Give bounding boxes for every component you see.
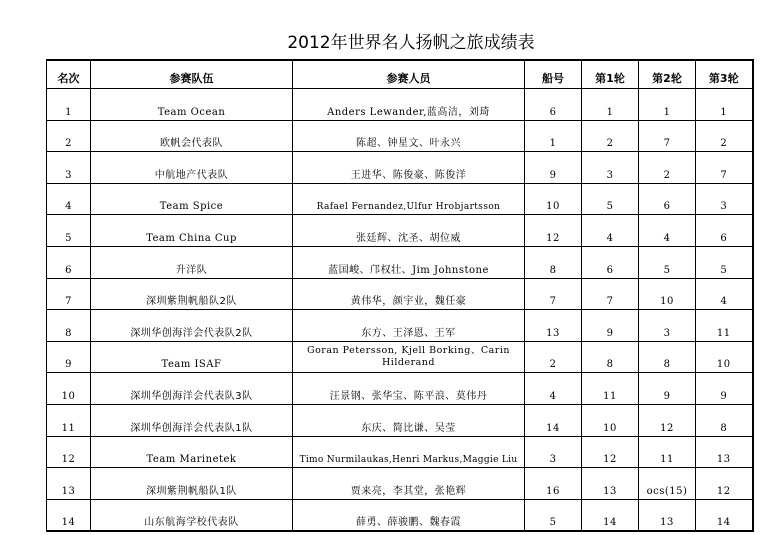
- table-row: [47, 120, 753, 152]
- cell-round1: 10: [582, 404, 639, 436]
- table-row: [47, 183, 753, 215]
- cell-round3: 12: [696, 468, 753, 500]
- cell-rank: 11: [47, 404, 91, 436]
- header-boat: 船号: [525, 60, 582, 89]
- cell-crew: Anders Lewander,蓝高洁，刘琦: [293, 89, 525, 121]
- cell-round2: 10: [639, 278, 696, 310]
- cell-crew: 贾来亮，李其堂，张艳辉: [293, 468, 525, 500]
- cell-team: Team Ocean: [91, 89, 293, 121]
- cell-crew: Goran Petersson, Kjell Borking、Carin Hilderand: [293, 341, 525, 373]
- cell-round3: 1: [696, 89, 753, 121]
- cell-crew: 蓝国峻、邝权壮、Jim Johnstone: [293, 246, 525, 278]
- cell-round3: 2: [696, 120, 753, 152]
- cell-round1: 2: [582, 120, 639, 152]
- cell-rank: 4: [47, 183, 91, 215]
- cell-crew: 东方、王泽恩、王军: [293, 310, 525, 342]
- cell-round2: 5: [639, 246, 696, 278]
- cell-round3: 7: [696, 152, 753, 184]
- cell-round3: 3: [696, 183, 753, 215]
- cell-crew: 东庆、简比谦、吴莹: [293, 404, 525, 436]
- cell-round3: 13: [696, 436, 753, 468]
- table-body: [47, 89, 753, 532]
- cell-rank: 9: [47, 341, 91, 373]
- cell-round3: 14: [696, 499, 753, 531]
- cell-boat: 6: [525, 89, 582, 121]
- cell-round1: 8: [582, 341, 639, 373]
- cell-round1: 1: [582, 89, 639, 121]
- cell-team: 深圳华创海洋会代表队1队: [91, 404, 293, 436]
- cell-boat: 16: [525, 468, 582, 500]
- cell-round1: 11: [582, 373, 639, 405]
- cell-boat: 8: [525, 246, 582, 278]
- header-row: [47, 60, 753, 89]
- cell-round2: 8: [639, 341, 696, 373]
- cell-boat: 5: [525, 499, 582, 531]
- cell-rank: 6: [47, 246, 91, 278]
- cell-team: Team ISAF: [91, 341, 293, 373]
- table-row: [47, 436, 753, 468]
- cell-crew: 汪景钢、张华宝、陈平浪、莫伟丹: [293, 373, 525, 405]
- cell-round2: 1: [639, 89, 696, 121]
- cell-round1: 5: [582, 183, 639, 215]
- cell-round1: 3: [582, 152, 639, 184]
- cell-team: 深圳华创海洋会代表队2队: [91, 310, 293, 342]
- cell-team: 升洋队: [91, 246, 293, 278]
- cell-boat: 2: [525, 341, 582, 373]
- cell-boat: 4: [525, 373, 582, 405]
- cell-rank: 14: [47, 499, 91, 531]
- header-round2: 第2轮: [639, 60, 696, 89]
- table-row: [47, 468, 753, 500]
- table-row: [47, 310, 753, 342]
- cell-round2: 9: [639, 373, 696, 405]
- cell-round1: 13: [582, 468, 639, 500]
- table-row: [47, 246, 753, 278]
- cell-crew: 黄伟华，颜宇业，魏任豪: [293, 278, 525, 310]
- cell-rank: 2: [47, 120, 91, 152]
- cell-boat: 9: [525, 152, 582, 184]
- cell-team: 深圳紫荆帆船队2队: [91, 278, 293, 310]
- results-table: [46, 59, 754, 532]
- table-row: [47, 215, 753, 247]
- cell-crew: 薛勇、薛骏鹏、魏春霞: [293, 499, 525, 531]
- cell-team: 欧帆会代表队: [91, 120, 293, 152]
- cell-rank: 10: [47, 373, 91, 405]
- cell-crew: 张廷辉、沈圣、胡位威: [293, 215, 525, 247]
- cell-crew: Timo Nurmilaukas,Henri Markus,Maggie Liu: [293, 436, 525, 468]
- cell-round3: 10: [696, 341, 753, 373]
- cell-crew: 陈超、钟星文、叶永兴: [293, 120, 525, 152]
- cell-boat: 7: [525, 278, 582, 310]
- cell-round2: 2: [639, 152, 696, 184]
- table-row: [47, 404, 753, 436]
- cell-round1: 4: [582, 215, 639, 247]
- document-title: 2012年世界名人扬帆之旅成绩表: [287, 33, 535, 53]
- cell-round3: 6: [696, 215, 753, 247]
- cell-rank: 7: [47, 278, 91, 310]
- table-row: [47, 341, 753, 373]
- cell-round3: 4: [696, 278, 753, 310]
- header-round3: 第3轮: [696, 60, 753, 89]
- cell-rank: 1: [47, 89, 91, 121]
- cell-round2: 11: [639, 436, 696, 468]
- cell-boat: 10: [525, 183, 582, 215]
- cell-rank: 13: [47, 468, 91, 500]
- cell-team: Team China Cup: [91, 215, 293, 247]
- header-crew: 参赛人员: [293, 60, 525, 89]
- table-row: [47, 152, 753, 184]
- cell-round2: 6: [639, 183, 696, 215]
- cell-team: 中航地产代表队: [91, 152, 293, 184]
- cell-round2: 7: [639, 120, 696, 152]
- cell-round2: 12: [639, 404, 696, 436]
- cell-team: Team Marinetek: [91, 436, 293, 468]
- cell-round3: 5: [696, 246, 753, 278]
- cell-boat: 14: [525, 404, 582, 436]
- cell-team: Team Spice: [91, 183, 293, 215]
- cell-boat: 3: [525, 436, 582, 468]
- cell-crew: Rafael Fernandez,Ulfur Hrobjartsson: [293, 183, 525, 215]
- header-team: 参赛队伍: [91, 60, 293, 89]
- header-round1: 第1轮: [582, 60, 639, 89]
- cell-round1: 6: [582, 246, 639, 278]
- table-row: [47, 499, 753, 531]
- cell-rank: 8: [47, 310, 91, 342]
- cell-team: 山东航海学校代表队: [91, 499, 293, 531]
- cell-round1: 14: [582, 499, 639, 531]
- cell-round2: ocs(15): [639, 468, 696, 500]
- table-row: [47, 89, 753, 121]
- cell-boat: 12: [525, 215, 582, 247]
- table-row: [47, 373, 753, 405]
- cell-rank: 12: [47, 436, 91, 468]
- cell-round2: 3: [639, 310, 696, 342]
- table-header: [47, 60, 753, 89]
- cell-round1: 9: [582, 310, 639, 342]
- cell-round3: 9: [696, 373, 753, 405]
- cell-rank: 3: [47, 152, 91, 184]
- cell-boat: 13: [525, 310, 582, 342]
- table-row: [47, 278, 753, 310]
- cell-round1: 7: [582, 278, 639, 310]
- cell-team: 深圳紫荆帆船队1队: [91, 468, 293, 500]
- cell-boat: 1: [525, 120, 582, 152]
- cell-crew: 王进华、陈俊豪、陈俊洋: [293, 152, 525, 184]
- cell-rank: 5: [47, 215, 91, 247]
- cell-round2: 13: [639, 499, 696, 531]
- cell-team: 深圳华创海洋会代表队3队: [91, 373, 293, 405]
- cell-round3: 8: [696, 404, 753, 436]
- cell-round2: 4: [639, 215, 696, 247]
- cell-round3: 11: [696, 310, 753, 342]
- header-rank: 名次: [47, 60, 91, 89]
- cell-round1: 12: [582, 436, 639, 468]
